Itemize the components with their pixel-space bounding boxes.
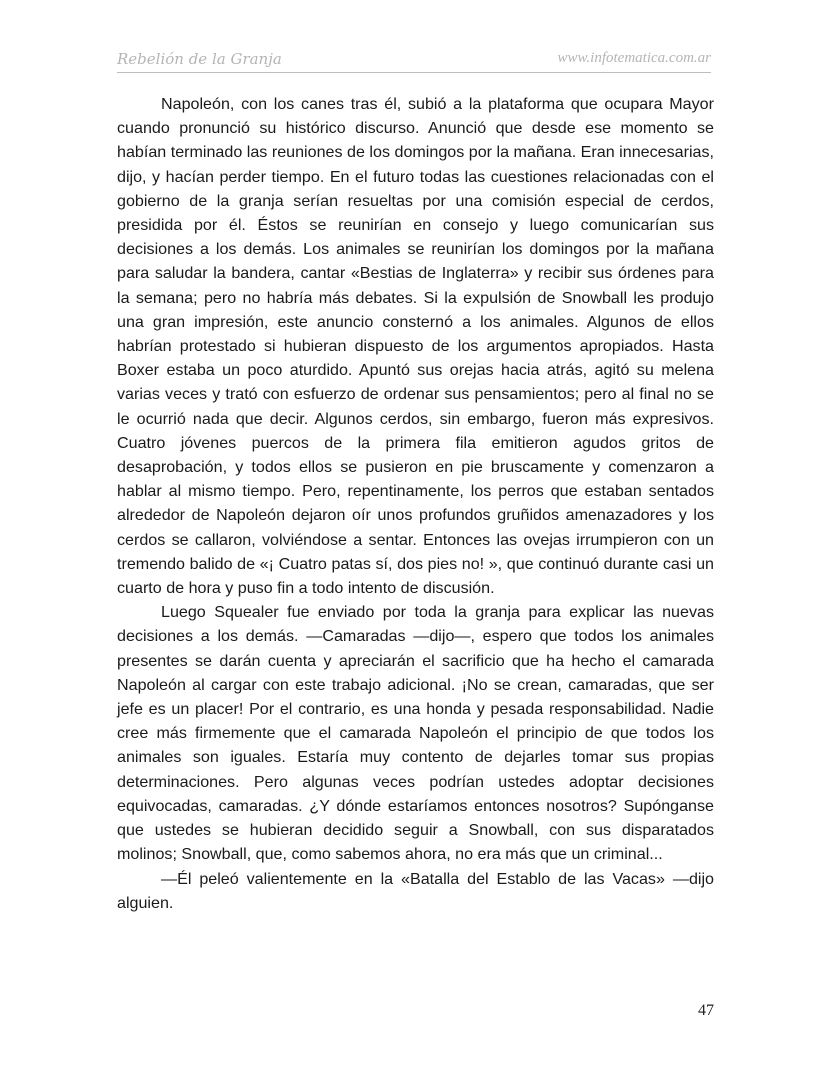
paragraph: —Él peleó valientemente en la «Batalla del Establo de las Vacas» —dijo alguien. [117, 869, 714, 912]
page-body [117, 92, 714, 915]
book-title: Rebelión de la Granja [117, 50, 282, 68]
paragraph: Napoleón, con los canes tras él, subió a la plataforma que ocupara Mayor cuando pronunció su histórico discurso. Anunció que desde ese momento se habían terminado las reuniones de los domingos por la mañana. Eran innecesarias, dijo, y hacían perder tiempo. En el futuro todas las cuestiones relacionadas con el gobierno de la granja serían resueltas por una comisión especial de cerdos, presidida por él. Éstos se reunirían en consejo y luego comunicarían sus decisiones a los demás. Los animales se reunirían los domingos por la mañana para saludar la bandera, cantar «Bestias de Inglaterra» y recibir sus órdenes para la semana; pero no habría más debates. Si la expulsión de Snowball les produjo una gran impresión, este anuncio consternó a los animales. Algunos de ellos habrían protestado si hubieran dispuesto de los argumentos apropiados. Hasta Boxer estaba un poco aturdido. Apuntó sus orejas hacia atrás, agitó su melena varias veces y trató con esfuerzo de ordenar sus pensamientos; pero al final no se le ocurrió nada que decir. Algunos cerdos, sin embargo, fueron más expresivos. Cuatro jóvenes puercos de la primera fila emitieron agudos gritos de desaprobación, y todos ellos se pusieron en pie bruscamente y comenzaron a hablar al mismo tiempo. Pero, repentinamente, los perros que estaban sentados alrededor de Napoleón dejaron oír unos profundos gruñidos amenazadores y los cerdos se callaron, volviéndose a sentar. Entonces las ovejas irrumpieron con un tremendo balido de «¡ Cuatro patas sí, dos pies no! », que continuó durante casi un cuarto de hora y puso fin a todo intento de discusión. [117, 95, 714, 598]
paragraph: Luego Squealer fue enviado por toda la granja para explicar las nuevas decisiones a los demás. —Camaradas —dijo—, espero que todos los animales presentes se darán cuenta y apreciarán el sacrificio que ha hecho el camarada Napoleón al cargar con este trabajo adicional. ¡No se crean, camaradas, que ser jefe es un placer! Por el contrario, es una honda y pesada responsabilidad. Nadie cree más firmemente que el camarada Napoleón el principio de que todos los animales son iguales. Estaría muy contento de dejarles tomar sus propias determinaciones. Pero algunas veces podrían ustedes adoptar decisiones equivocadas, camaradas. ¿Y dónde estaríamos entonces nosotros? Supónganse que ustedes se hubieran decidido seguir a Snowball, con sus disparatados molinos; Snowball, que, como sabemos ahora, no era más que un criminal... [117, 603, 714, 864]
page-number: 47 [698, 1002, 714, 1019]
page-header [117, 50, 711, 73]
website-url: www.infotematica.com.ar [557, 50, 711, 66]
